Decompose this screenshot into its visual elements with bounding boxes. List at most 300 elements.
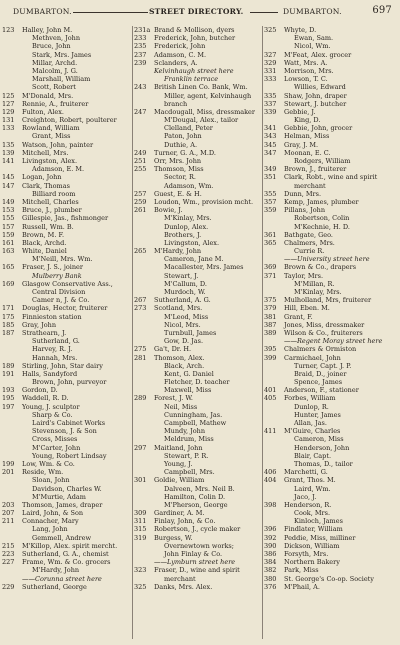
house-number: 125 — [2, 91, 15, 100]
directory-entry — [134, 354, 262, 362]
house-number: 165 — [2, 263, 15, 272]
resident-name: Sharp & Co. — [32, 410, 73, 419]
resident-name: Hunter, James — [294, 410, 341, 419]
resident-name: Gray, J. M. — [284, 140, 319, 149]
resident-name: Orr, Mrs. John — [154, 157, 202, 165]
directory-entry — [134, 575, 262, 583]
resident-name: Clelland, Peter — [164, 124, 213, 133]
resident-name: Hannah, Mrs. — [32, 353, 78, 362]
directory-entry — [134, 435, 262, 443]
directory-entry — [2, 223, 130, 231]
house-number: 267 — [134, 296, 147, 305]
resident-name: M'Donald, Mrs. — [22, 91, 74, 100]
directory-column-2 — [134, 26, 262, 591]
house-number: 345 — [264, 140, 277, 149]
directory-entry — [2, 288, 130, 296]
directory-entry — [134, 403, 262, 411]
directory-entry — [264, 378, 392, 386]
resident-name: Blair, Capt. — [294, 451, 332, 460]
resident-name: Anderson, F., stationer — [284, 386, 359, 395]
directory-entry — [264, 272, 392, 280]
resident-name: Logan, John — [22, 173, 62, 182]
directory-entry — [2, 173, 130, 181]
directory-entry — [134, 378, 262, 386]
directory-entry — [264, 444, 392, 452]
directory-entry — [134, 304, 262, 312]
directory-entry — [2, 485, 130, 493]
directory-entry — [264, 83, 392, 91]
resident-name: Duthie, A. — [164, 140, 198, 149]
directory-entry — [264, 452, 392, 460]
resident-name: Stewart, J. butcher — [284, 99, 347, 108]
directory-entry — [134, 59, 262, 67]
house-number: 191 — [2, 369, 15, 378]
directory-entry — [2, 354, 130, 362]
directory-entry — [264, 304, 392, 312]
directory-entry — [2, 337, 130, 345]
resident-name: Young, J. — [164, 459, 193, 468]
directory-entry — [2, 501, 130, 509]
directory-entry — [2, 157, 130, 165]
resident-name: Forest, J. W. — [154, 394, 193, 403]
resident-name: Ga't, Dr. H. — [154, 345, 192, 354]
house-number: 339 — [264, 107, 277, 116]
page-number: 697 — [372, 5, 392, 16]
resident-name: Jaco, J. — [294, 492, 317, 501]
resident-name: Strathearn, J. — [22, 328, 67, 337]
house-number: 129 — [2, 107, 15, 116]
resident-name: Douglas, Hector, fruiterer — [22, 304, 108, 313]
directory-entry — [2, 411, 130, 419]
directory-entry — [2, 67, 130, 75]
directory-entry — [264, 239, 392, 247]
directory-entry — [134, 550, 262, 558]
house-number: 401 — [264, 386, 277, 395]
directory-entry — [134, 485, 262, 493]
resident-name: Bathgate, Geo. — [284, 230, 333, 239]
resident-name: M'Phail, A. — [284, 582, 320, 591]
house-number: 325 — [264, 26, 277, 34]
resident-name: merchant — [164, 574, 196, 583]
directory-entry — [134, 239, 262, 247]
house-number: 405 — [264, 394, 277, 403]
resident-name: Cameron, Miss — [294, 435, 344, 444]
house-number: 357 — [264, 197, 277, 206]
directory-entry — [134, 583, 262, 591]
house-number: 211 — [2, 517, 15, 526]
resident-name: M'Dougal, Alex., tailor — [164, 116, 239, 125]
house-number: 365 — [264, 238, 277, 247]
directory-entry — [134, 288, 262, 296]
resident-name: Adamson, C. M. — [154, 50, 207, 59]
house-number: 185 — [2, 320, 15, 329]
resident-name: ——Lymburn street here — [154, 558, 236, 567]
directory-entry — [2, 116, 130, 124]
directory-entry — [2, 329, 130, 337]
house-number: 341 — [264, 124, 277, 133]
resident-name: Bruce, John — [32, 42, 71, 51]
house-number: 229 — [2, 582, 15, 591]
directory-entry — [134, 149, 262, 157]
directory-entry — [134, 468, 262, 476]
resident-name: Cook, Mrs. — [294, 509, 331, 518]
directory-entry — [264, 493, 392, 501]
resident-name: Guest, E. & H. — [154, 189, 202, 198]
resident-name: Gray, John — [22, 320, 57, 329]
house-number: 343 — [264, 132, 277, 141]
resident-name: Brown & Co., drapers — [284, 263, 357, 272]
directory-entry — [2, 517, 130, 525]
resident-name: Young, Robert Lindsay — [32, 451, 107, 460]
resident-name: Dickson, William — [284, 541, 340, 550]
directory-entry — [134, 476, 262, 484]
resident-name: Stewart, P. R. — [164, 451, 209, 460]
resident-name: Sutherland, A. G. — [154, 296, 211, 305]
resident-name: M'Millan, R. — [294, 279, 335, 288]
house-number: 382 — [264, 566, 277, 575]
directory-entry — [264, 108, 392, 116]
directory-entry — [134, 255, 262, 263]
house-number: 239 — [134, 58, 147, 67]
resident-name: Gillespie, Jas., fishmonger — [22, 214, 109, 223]
resident-name: Halls, Sandyford — [22, 369, 78, 378]
resident-name: Low, Wm. & Co. — [22, 459, 75, 468]
resident-name: Maitland, John — [154, 443, 203, 452]
directory-entry — [134, 83, 262, 91]
resident-name: Lang, John — [32, 525, 68, 534]
directory-entry — [134, 141, 262, 149]
directory-entry — [2, 214, 130, 222]
directory-entry — [2, 321, 130, 329]
directory-entry — [134, 214, 262, 222]
directory-entry — [134, 501, 262, 509]
directory-entry — [134, 124, 262, 132]
resident-name: Whyte, D. — [284, 26, 317, 34]
resident-name: Thomson, James, draper — [22, 500, 103, 509]
house-number: 331 — [264, 66, 277, 75]
resident-name: Grant, F. — [284, 312, 313, 321]
directory-entry — [2, 124, 130, 132]
house-number: 335 — [264, 91, 277, 100]
house-number: 189 — [2, 361, 15, 370]
directory-entry — [2, 403, 130, 411]
resident-name: Dunlop, Alex. — [164, 222, 209, 231]
directory-entry — [264, 411, 392, 419]
house-number: 171 — [2, 304, 15, 313]
directory-entry — [264, 231, 392, 239]
directory-entry — [2, 182, 130, 190]
resident-name: Brand & Mollison, dyers — [154, 26, 235, 34]
directory-entry — [2, 247, 130, 255]
resident-name: Watt, Mrs. A. — [284, 58, 328, 67]
resident-name: Dunlop, R. — [294, 402, 329, 411]
resident-name: Shaw, John, draper — [284, 91, 347, 100]
resident-name: Finnieston station — [22, 312, 82, 321]
house-number: 333 — [264, 75, 277, 84]
directory-entry — [2, 149, 130, 157]
resident-name: M'Pherson, George — [164, 500, 228, 509]
directory-entry — [134, 165, 262, 173]
directory-entry — [134, 26, 262, 34]
house-number: 187 — [2, 328, 15, 337]
column-divider — [262, 26, 263, 639]
resident-name: Frame, Wm. & Co. grocers — [22, 558, 111, 567]
house-number: 231a — [134, 26, 151, 34]
resident-name: Park, Miss — [284, 566, 319, 575]
directory-entry — [134, 190, 262, 198]
house-number: 227 — [2, 558, 15, 567]
resident-name: Brothers, J. — [164, 230, 202, 239]
directory-entry — [2, 313, 130, 321]
house-number: 315 — [134, 525, 147, 534]
directory-entry — [264, 116, 392, 124]
directory-entry — [2, 534, 130, 542]
resident-name: Forsyth, Mrs. — [284, 550, 329, 558]
resident-name: Camer n, J. & Co. — [32, 296, 90, 305]
resident-name: Laird's Cabinet Works — [32, 419, 106, 427]
house-number: 207 — [2, 509, 15, 518]
directory-entry — [264, 321, 392, 329]
resident-name: M'Leod, Miss — [164, 312, 209, 321]
house-number: 309 — [134, 509, 147, 518]
resident-name: Cunningham, Jas. — [164, 410, 223, 419]
house-number: 281 — [134, 353, 147, 362]
house-number: 237 — [134, 50, 147, 59]
directory-entry — [264, 558, 392, 566]
header-title: STREET DIRECTORY. — [149, 7, 244, 16]
directory-column-3 — [264, 26, 392, 591]
directory-entry — [264, 362, 392, 370]
resident-name: M'Kechnie, H. D. — [294, 222, 350, 231]
resident-name: Stewart, J. — [164, 271, 199, 280]
resident-name: Loudon, Wm., provision mcht. — [154, 197, 254, 206]
directory-entry — [2, 394, 130, 402]
resident-name: Bruce, J., plumber — [22, 206, 82, 215]
house-number: 223 — [2, 550, 15, 558]
directory-entry — [264, 223, 392, 231]
resident-name: Creighton, Robert, poulterer — [22, 116, 117, 125]
directory-entry — [264, 419, 392, 427]
resident-name: Laird, Wm. — [294, 484, 331, 493]
resident-name: Clark, Thomas — [22, 181, 70, 190]
directory-entry — [2, 42, 130, 50]
house-number: 398 — [264, 500, 277, 509]
resident-name: Black, Arch. — [164, 361, 205, 370]
house-number: 375 — [264, 296, 277, 305]
resident-name: Kelvinhaugh street here — [154, 66, 234, 75]
directory-entry — [2, 239, 130, 247]
directory-entry — [2, 476, 130, 484]
resident-name: Moonan, E. C. — [284, 148, 331, 157]
house-number: 386 — [264, 550, 277, 558]
house-number: 395 — [264, 345, 277, 354]
house-number: 392 — [264, 533, 277, 542]
resident-name: Glasgow Conservative Ass., — [22, 279, 113, 288]
resident-name: ——University street here — [284, 255, 370, 264]
directory-entry — [134, 427, 262, 435]
resident-name: Cross, Misses — [32, 435, 78, 444]
resident-name: Frederick, John — [154, 42, 206, 51]
resident-name: ——Regent Moray street here — [284, 337, 383, 346]
house-number: 371 — [264, 271, 277, 280]
resident-name: Turner, Capt. J. P. — [294, 361, 352, 370]
house-number: 131 — [2, 116, 15, 125]
resident-name: Fulton, Alex. — [22, 107, 64, 116]
resident-name: Sutherland, George — [22, 582, 87, 591]
directory-entry — [134, 75, 262, 83]
directory-entry — [134, 51, 262, 59]
directory-entry — [2, 190, 130, 198]
directory-entry — [2, 525, 130, 533]
directory-entry — [264, 26, 392, 34]
resident-name: Lowson, T. C. — [284, 75, 328, 84]
house-number: 157 — [2, 222, 15, 231]
house-number: 297 — [134, 443, 147, 452]
directory-entry — [2, 280, 130, 288]
house-number: 337 — [264, 99, 277, 108]
house-number: 247 — [134, 107, 147, 116]
house-number: 139 — [2, 148, 15, 157]
directory-entry — [134, 493, 262, 501]
resident-name: Gow, D. Jas. — [164, 337, 204, 346]
house-number: 376 — [264, 582, 277, 591]
directory-entry — [2, 378, 130, 386]
house-number: 390 — [264, 541, 277, 550]
directory-entry — [264, 354, 392, 362]
resident-name: Overnewtown works; — [164, 541, 234, 550]
directory-entry — [134, 157, 262, 165]
house-number: 233 — [134, 34, 147, 43]
resident-name: Marchetti, G. — [284, 468, 328, 477]
directory-entry — [264, 329, 392, 337]
resident-name: Mulberry Bank — [32, 271, 82, 280]
directory-entry — [2, 558, 130, 566]
house-number: 193 — [2, 386, 15, 395]
directory-entry — [2, 444, 130, 452]
house-number: 243 — [134, 83, 147, 92]
directory-entry — [264, 141, 392, 149]
directory-entry — [134, 534, 262, 542]
house-number: 387 — [264, 320, 277, 329]
directory-entry — [2, 255, 130, 263]
resident-name: Mulholland, Mrs, fruiterer — [284, 296, 372, 305]
street-marker — [264, 337, 392, 345]
directory-entry — [264, 370, 392, 378]
directory-entry — [134, 337, 262, 345]
resident-name: Connacher, Mary — [22, 517, 79, 526]
directory-entry — [264, 435, 392, 443]
directory-entry — [134, 108, 262, 116]
resident-name: Nicol, Mrs. — [164, 320, 201, 329]
resident-name: Hamilton, Colin D. — [164, 492, 226, 501]
resident-name: White, Daniel — [22, 247, 67, 256]
house-number: 351 — [264, 173, 277, 182]
directory-entry — [264, 132, 392, 140]
house-number: 381 — [264, 312, 277, 321]
resident-name: King, D. — [294, 116, 321, 125]
directory-entry — [2, 386, 130, 394]
directory-entry — [2, 493, 130, 501]
resident-name: Mitchell, Charles — [22, 197, 79, 206]
directory-entry — [264, 476, 392, 484]
house-number: 169 — [2, 279, 15, 288]
directory-entry — [2, 108, 130, 116]
directory-entry — [264, 534, 392, 542]
directory-entry — [264, 92, 392, 100]
directory-entry — [134, 517, 262, 525]
house-number: 257 — [134, 189, 147, 198]
directory-entry — [264, 485, 392, 493]
directory-entry — [2, 272, 130, 280]
house-number: 399 — [264, 353, 277, 362]
resident-name: Pillans, John — [284, 206, 326, 215]
house-number: 147 — [2, 181, 15, 190]
resident-name: Meldrum, Miss — [164, 435, 214, 444]
resident-name: Harvey, R. J. — [32, 345, 73, 354]
directory-column-1 — [2, 26, 130, 591]
resident-name: Chalmers, Mrs. — [284, 238, 335, 247]
directory-entry — [264, 575, 392, 583]
directory-entry — [134, 132, 262, 140]
directory-entry — [134, 509, 262, 517]
column-divider — [132, 26, 133, 639]
resident-name: Frederick, John, butcher — [154, 34, 236, 43]
directory-entry — [2, 75, 130, 83]
house-number: 155 — [2, 214, 15, 223]
directory-entry — [2, 460, 130, 468]
directory-entry — [134, 198, 262, 206]
directory-entry — [2, 165, 130, 173]
resident-name: Macallester, Mrs. James — [164, 263, 244, 272]
directory-entry — [2, 345, 130, 353]
resident-name: Brown, M. F. — [22, 230, 65, 239]
resident-name: Davidson, Charles W. — [32, 484, 102, 493]
resident-name: Adamson, Wm. — [164, 181, 214, 190]
resident-name: Thomson, Miss — [154, 165, 204, 174]
house-number: 199 — [2, 459, 15, 468]
resident-name: Grant, Miss — [32, 132, 71, 141]
resident-name: Fletcher, D. teacher — [164, 378, 230, 387]
resident-name: Stevenson, J. & Son — [32, 427, 97, 436]
directory-entry — [2, 26, 130, 34]
directory-entry — [264, 214, 392, 222]
directory-entry — [264, 583, 392, 591]
directory-entry — [2, 566, 130, 574]
resident-name: Robertson, J., cycle maker — [154, 525, 241, 534]
resident-name: Laird, John, & Son — [22, 509, 84, 518]
resident-name: Morrison, Mrs. — [284, 66, 334, 75]
directory-entry — [134, 173, 262, 181]
resident-name: Scotland, Mrs. — [154, 304, 203, 313]
resident-name: Gemmell, Andrew — [32, 533, 92, 542]
resident-name: M'Carter, John — [32, 443, 81, 452]
resident-name: Rennie, A., fruiterer — [22, 99, 89, 108]
directory-entry — [264, 517, 392, 525]
street-marker — [134, 558, 262, 566]
house-number: 149 — [2, 197, 15, 206]
directory-entry — [134, 542, 262, 550]
resident-name: St. George's Co-op. Society — [284, 574, 374, 583]
directory-entry — [264, 67, 392, 75]
resident-name: Willies, Edward — [294, 83, 346, 92]
house-number: 301 — [134, 476, 147, 485]
house-number: 127 — [2, 99, 15, 108]
resident-name: Sclanders, A. — [154, 58, 198, 67]
resident-name: Jones, Miss, dressmaker — [284, 320, 365, 329]
resident-name: Kemp, James, plumber — [284, 197, 359, 206]
directory-entry — [264, 149, 392, 157]
resident-name: M'Hardy, John — [32, 566, 80, 575]
